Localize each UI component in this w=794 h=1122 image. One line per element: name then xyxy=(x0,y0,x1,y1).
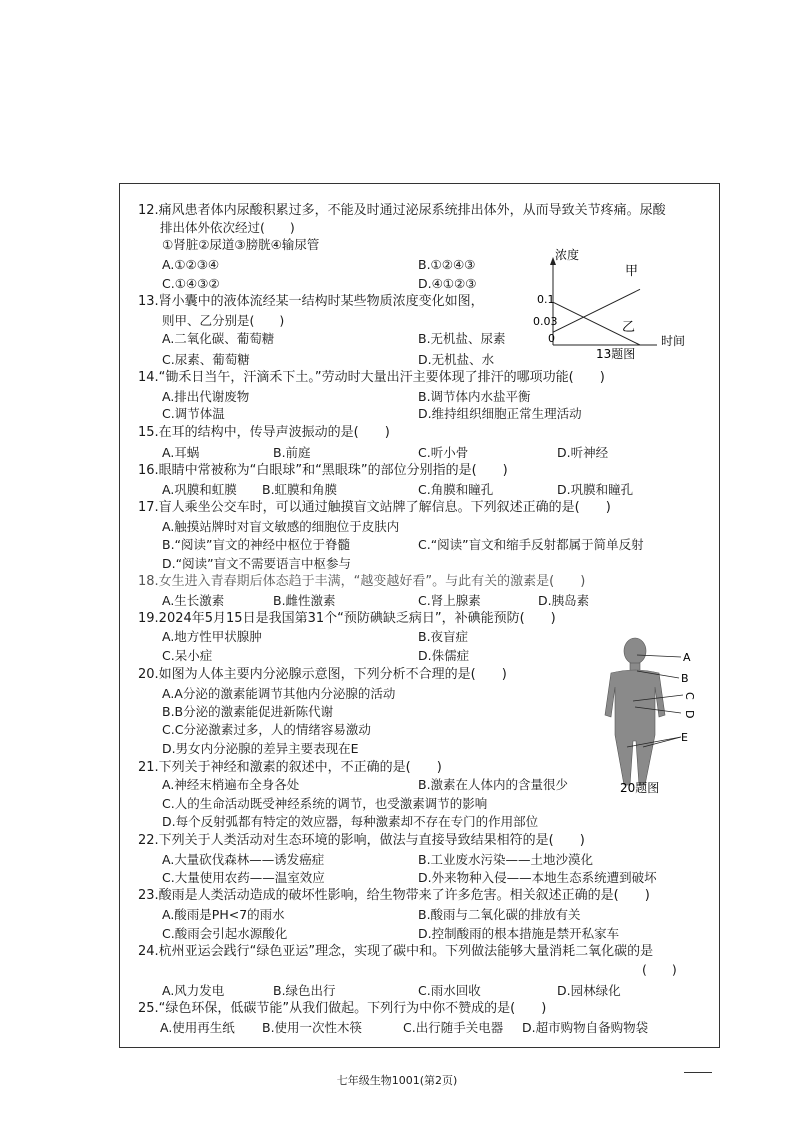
chart-tick-label-0.1: 0.1 xyxy=(537,293,555,306)
q24-option-b: B.绿色出行 xyxy=(273,983,336,998)
q19-stem: 19.2024年5月15日是我国第31个“预防碘缺乏病日”，补碘能预防( ) xyxy=(138,611,556,626)
q23-option-a: A.酸雨是PH<7的雨水 xyxy=(162,907,285,922)
q12-option-a: A.①②③④ xyxy=(162,257,220,272)
q19-option-d: D.侏儒症 xyxy=(418,648,470,663)
q16-option-a: A.巩膜和虹膜 xyxy=(162,482,237,497)
chart-series-label-yi: 乙 xyxy=(622,320,636,335)
q18-option-c: C.肾上腺素 xyxy=(418,593,481,608)
q18-option-a: A.生长激素 xyxy=(162,593,225,608)
q12-option-c: C.①④③② xyxy=(162,276,220,291)
figure20-caption: 20题图 xyxy=(620,781,660,795)
gland-label-c: C xyxy=(683,692,696,700)
q17-option-d: D.“阅读”盲文不需要语言中枢参与 xyxy=(162,556,352,571)
chart-tick-label-0.03: 0.03 xyxy=(533,315,558,328)
q20-stem: 20.如图为人体主要内分泌腺示意图，下列分析不合理的是( ) xyxy=(138,667,507,682)
q13-option-c: C.尿素、葡萄糖 xyxy=(162,352,250,367)
q17-option-c: C.“阅读”盲文和缩手反射都属于简单反射 xyxy=(418,537,644,552)
q13-stem: 13.肾小囊中的液体流经某一结构时某些物质浓度变化如图， xyxy=(138,294,484,309)
q22-option-a: A.大量砍伐森林——诱发癌症 xyxy=(162,852,325,867)
chart-series-label-jia: 甲 xyxy=(625,264,639,279)
gland-label-d: D xyxy=(683,710,696,719)
q15-option-b: B.前庭 xyxy=(273,445,311,460)
q25-stem: 25.“绿色环保，低碳节能”从我们做起。下列行为中你不赞成的是( ) xyxy=(138,1001,547,1016)
q16-stem: 16.眼睛中常被称为“白眼球”和“黑眼珠”的部位分别指的是( ) xyxy=(138,463,508,478)
q22-option-b: B.工业废水污染——土地沙漠化 xyxy=(418,852,594,867)
q24-answer-paren: ( ) xyxy=(642,962,677,977)
q16-option-d: D.巩膜和瞳孔 xyxy=(557,482,634,497)
chart-y-label: 浓度 xyxy=(555,248,580,262)
q14-stem: 14.“锄禾日当午，汗滴禾下土。”劳动时大量出汗主要体现了排汗的哪项功能( ) xyxy=(138,370,605,385)
q19-option-c: C.呆小症 xyxy=(162,648,213,663)
q12-option-d: D.④①②③ xyxy=(418,276,477,291)
q13-concentration-chart xyxy=(532,245,702,365)
q17-stem: 17.盲人乘坐公交车时，可以通过触摸盲文站牌了解信息。下列叙述正确的是( ) xyxy=(138,500,611,515)
q18-stem: 18.女生进入青春期后体态趋于丰满，“越变越好看”。与此有关的激素是( ) xyxy=(138,574,586,589)
q20-option-c: C.C分泌激素过多，人的情绪容易激动 xyxy=(162,722,371,737)
q21-stem: 21.下列关于神经和激素的叙述中，不正确的是( ) xyxy=(138,760,442,775)
q13-option-d: D.无机盐、水 xyxy=(418,352,495,367)
q14-option-c: C.调节体温 xyxy=(162,406,225,421)
q25-option-d: D.超市购物自备购物袋 xyxy=(522,1020,649,1035)
q25-option-b: B.使用一次性木筷 xyxy=(262,1020,363,1035)
q22-option-d: D.外来物种入侵——本地生态系统遭到破坏 xyxy=(418,870,657,885)
gland-label-e: E xyxy=(681,731,688,744)
q20-option-d: D.男女内分泌腺的差异主要表现在E xyxy=(162,741,359,756)
q21-option-b: B.激素在人体内的含量很少 xyxy=(418,777,569,792)
q17-option-b: B.“阅读”盲文的神经中枢位于脊髓 xyxy=(162,537,351,552)
q24-stem: 24.杭州亚运会践行“绿色亚运”理念，实现了碳中和。下列做法能够大量消耗二氧化碳的是 xyxy=(138,944,654,959)
page-footer: 七年级生物1001(第2页) xyxy=(336,1074,458,1087)
q14-option-d: D.维持组织细胞正常生理活动 xyxy=(418,406,582,421)
q20-option-a: A.A分泌的激素能调节其他内分泌腺的活动 xyxy=(162,686,396,701)
q23-option-b: B.酸雨与二氧化碳的排放有关 xyxy=(418,907,581,922)
q15-option-a: A.耳蜗 xyxy=(162,445,200,460)
q21-option-d: D.每个反射弧都有特定的效应器，每种激素却不存在专门的作用部位 xyxy=(162,814,539,829)
q18-option-d: D.胰岛素 xyxy=(538,593,590,608)
q22-stem: 22.下列关于人类活动对生态环境的影响，做法与直接导致结果相符的是( ) xyxy=(138,833,585,848)
q12-stem-cont: 排出体外依次经过( ) xyxy=(160,220,295,235)
chart-caption: 13题图 xyxy=(596,347,636,361)
q15-option-c: C.听小骨 xyxy=(418,445,469,460)
q15-stem: 15.在耳的结构中，传导声波振动的是( ) xyxy=(138,425,390,440)
q23-stem: 23.酸雨是人类活动造成的破坏性影响，给生物带来了许多危害。相关叙述正确的是( ) xyxy=(138,888,650,903)
gland-label-a: A xyxy=(683,651,691,664)
q22-option-c: C.大量使用农药——温室效应 xyxy=(162,870,325,885)
q24-option-a: A.风力发电 xyxy=(162,983,225,998)
endocrine-gland-diagram xyxy=(595,635,705,795)
q17-option-a: A.触摸站牌时对盲文敏感的细胞位于皮肤内 xyxy=(162,519,400,534)
q12-stem: 12.痛风患者体内尿酸积累过多，不能及时通过泌尿系统排出体外，从而导致关节疼痛。尿酸 xyxy=(138,203,666,218)
q13-stem-cont: 则甲、乙分别是( ) xyxy=(162,313,285,328)
q21-option-c: C.人的生命活动既受神经系统的调节，也受激素调节的影响 xyxy=(162,796,488,811)
q12-option-b: B.①②④③ xyxy=(418,257,476,272)
q20-option-b: B.B分泌的激素能促进新陈代谢 xyxy=(162,704,334,719)
q19-option-a: A.地方性甲状腺肿 xyxy=(162,629,262,644)
human-body-silhouette xyxy=(605,638,665,785)
q24-option-d: D.园林绿化 xyxy=(557,983,621,998)
q19-option-b: B.夜盲症 xyxy=(418,629,469,644)
q25-option-c: C.出行随手关电器 xyxy=(403,1020,504,1035)
q16-option-c: C.角膜和瞳孔 xyxy=(418,482,494,497)
q24-option-c: C.雨水回收 xyxy=(418,983,481,998)
gland-label-b: B xyxy=(681,672,689,685)
q14-option-b: B.调节体内水盐平衡 xyxy=(418,389,531,404)
q13-option-a: A.二氧化碳、葡萄糖 xyxy=(162,331,275,346)
q21-option-a: A.神经末梢遍布全身各处 xyxy=(162,777,300,792)
q18-option-b: B.雌性激素 xyxy=(273,593,336,608)
chart-origin-label: 0 xyxy=(548,332,555,345)
q23-option-c: C.酸雨会引起水源酸化 xyxy=(162,926,288,941)
q16-option-b: B.虹膜和角膜 xyxy=(262,482,338,497)
q23-option-d: D.控制酸雨的根本措施是禁开私家车 xyxy=(418,926,620,941)
q14-option-a: A.排出代谢废物 xyxy=(162,389,250,404)
chart-x-label: 时间 xyxy=(661,334,686,348)
q15-option-d: D.听神经 xyxy=(557,445,609,460)
q13-option-b: B.无机盐、尿素 xyxy=(418,331,506,346)
q25-option-a: A.使用再生纸 xyxy=(160,1020,235,1035)
q12-items: ①肾脏②尿道③膀胱④输尿管 xyxy=(162,237,320,252)
